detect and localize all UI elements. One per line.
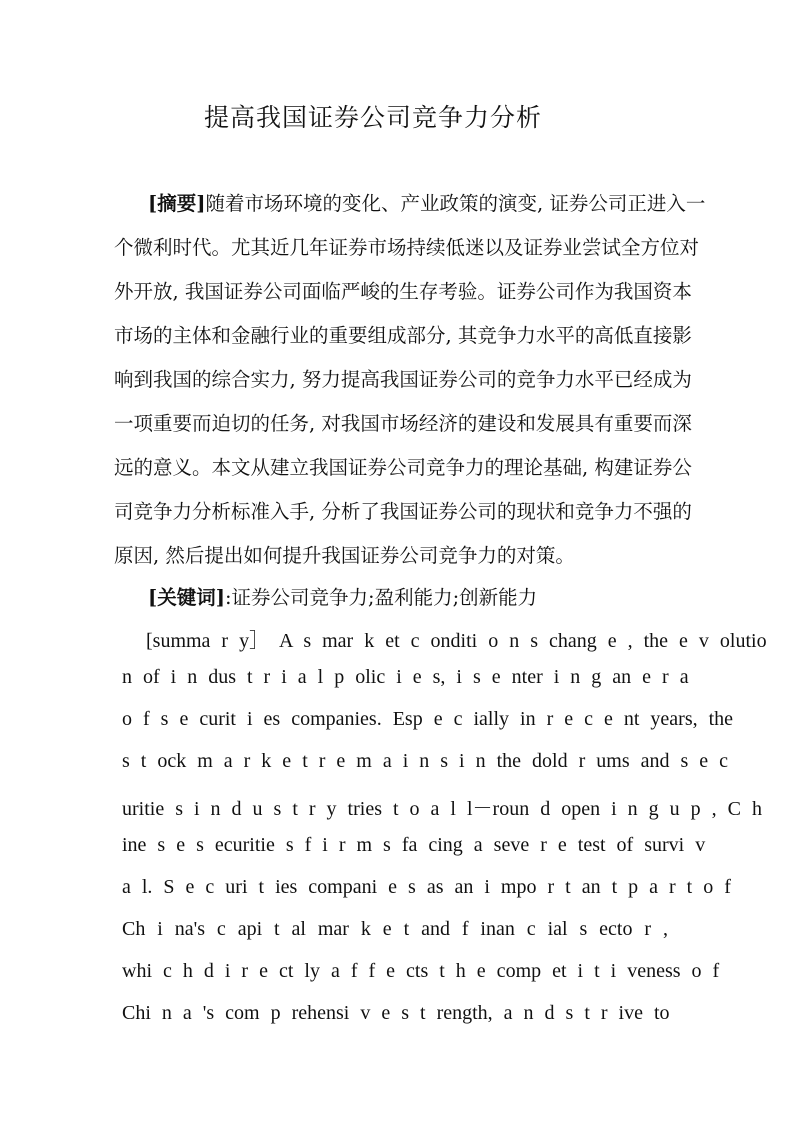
abstract-line: 一项重要而迫切的任务, 对我国市场经济的建设和发展具有重要而深 — [114, 412, 692, 435]
abstract-line: 个微利时代。尤其近几年证券市场持续低迷以及证券业尝试全方位对 — [114, 236, 700, 259]
abstract-line: 远的意义。本文从建立我国证券公司竞争力的理论基础, 构建证券公 — [114, 456, 692, 479]
summary-line: o f s e curit i es companies. Esp e c ially in r e c e nt years, the — [122, 708, 734, 730]
summary-line: [summa r y］ A s mar k et c onditi o n s chang e , the e v olutio — [146, 630, 767, 652]
summary-line: s t ock m a r k e t r e m a i n s i n the dold r ums and s e c — [122, 750, 729, 772]
abstract-line: 市场的主体和金融行业的重要组成部分, 其竞争力水平的高低直接影 — [114, 324, 692, 347]
abstract-line — [114, 188, 706, 216]
abstract-text: 随着市场环境的变化、产业政策的演变, 证券公司正进入一 — [205, 192, 706, 215]
summary-line: Ch i na's c api t al mar k e t and f inan c ial s ecto r , — [122, 918, 668, 940]
keywords-text: :证券公司竞争力;盈利能力;创新能力 — [224, 586, 538, 609]
abstract-line: 响到我国的综合实力, 努力提高我国证券公司的竞争力水平已经成为 — [114, 368, 692, 391]
document-title: 提高我国证券公司竞争力分析 — [204, 103, 543, 132]
abstract-label: [摘要] — [148, 192, 206, 215]
keywords-label: [关键词] — [148, 586, 225, 609]
summary-line: a l. S e c uri t ies compani e s as an i mpo r t an t p a r t o f — [122, 876, 731, 898]
summary-line: ine s e s ecuritie s f i r m s fa cing a seve r e test of survi v — [122, 834, 706, 856]
summary-line: whi c h d i r e ct ly a f f e cts t h e comp et i t i veness o f — [122, 960, 720, 982]
keywords-line — [148, 582, 537, 610]
abstract-line: 外开放, 我国证券公司面临严峻的生存考验。证券公司作为我国资本 — [114, 280, 692, 303]
abstract-line: 司竞争力分析标准入手, 分析了我国证券公司的现状和竞争力不强的 — [114, 500, 692, 523]
summary-line: uritie s i n d u s t r y tries t o a l l－roun d open i n g u p , C h — [122, 798, 762, 820]
summary-line: Chi n a 's com p rehensi v e s t rength, a n d s t r ive to — [122, 1002, 670, 1024]
abstract-line: 原因, 然后提出如何提升我国证券公司竞争力的对策。 — [114, 544, 575, 567]
summary-line: n of i n dus t r i a l p olic i e s, i s e nter i n g an e r a — [122, 666, 689, 688]
